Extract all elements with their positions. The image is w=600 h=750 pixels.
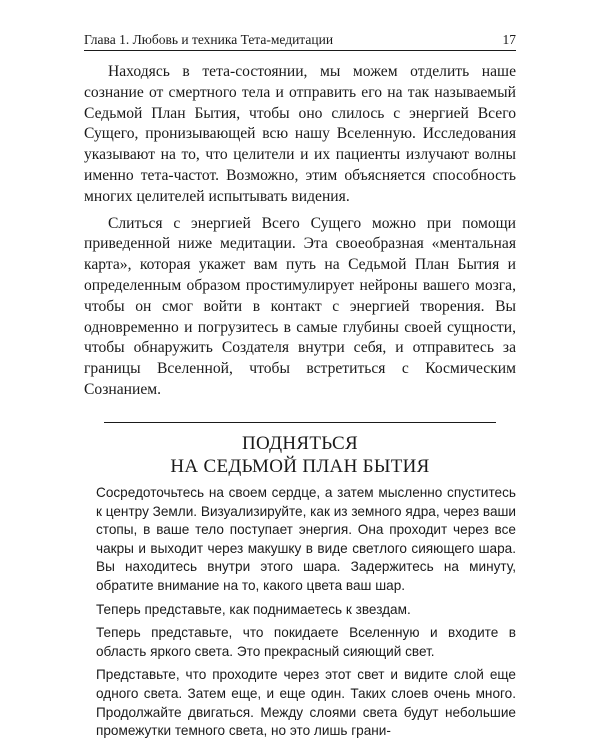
exercise-paragraph: Сосредоточьтесь на своем сердце, а затем мысленно спуститесь к центру Земли. Визуализируйте, как из земного ядра, через ваши стопы, в ваше тело поступает энергия. Она проходит через все чакры и выходит через макушку в виде светлого сияющего шара. Вы находитесь внутри этого шара. Задержитесь на минуту, обратите внимание на то, какого цвета ваш шар. xyxy=(96,485,516,593)
exercise-text xyxy=(96,484,516,746)
exercise-paragraph: Теперь представьте, что покидаете Вселенную и входите в область яркого света. Это прекрасный сияющий свет. xyxy=(96,625,516,659)
section-title xyxy=(84,432,516,478)
running-header xyxy=(84,28,516,50)
exercise-paragraph: Теперь представьте, как поднимаетесь к звездам. xyxy=(96,601,411,617)
section-divider xyxy=(104,422,496,423)
main-text xyxy=(84,62,516,407)
section-title-line: НА СЕДЬМОЙ ПЛАН БЫТИЯ xyxy=(170,456,430,477)
section-title-line: ПОДНЯТЬСЯ xyxy=(242,433,358,454)
header-divider xyxy=(84,50,516,51)
body-paragraph: Слиться с энергией Всего Сущего можно при помощи приведенной ниже медитации. Эта своеобразная «ментальная карта», которая укажет вам путь на Седьмой План Бытия и определенным образом простимулирует нейроны вашего мозга, чтобы он смог войти в контакт с энергией творения. Вы одновременно и погрузитесь в самые глубины своей сущности, чтобы обнаружить Создателя внутри себя, и отправитесь за границы Вселенной, чтобы встретиться с Космическим Сознанием. xyxy=(84,214,516,398)
page-number: 17 xyxy=(502,32,516,47)
running-title: Глава 1. Любовь и техника Тета-медитации xyxy=(84,32,334,47)
body-paragraph: Находясь в тета-состоянии, мы можем отделить наше сознание от смертного тела и отправить его на так называемый Седьмой План Бытия, чтобы оно слилось с энергией Всего Сущего, пронизывающей всю нашу Вселенную. Исследования указывают на то, что целители и их пациенты излучают волны именно тета-частот. Возможно, этим объясняется способность многих целителей испытывать видения. xyxy=(84,63,516,205)
exercise-paragraph: Представьте, что проходите через этот свет и видите слой еще одного света. Затем еще, и еще один. Таких слоев очень много. Продолжайте двигаться. Между слоями света будут небольшие промежутки темного света, но это лишь грани- xyxy=(96,667,516,739)
